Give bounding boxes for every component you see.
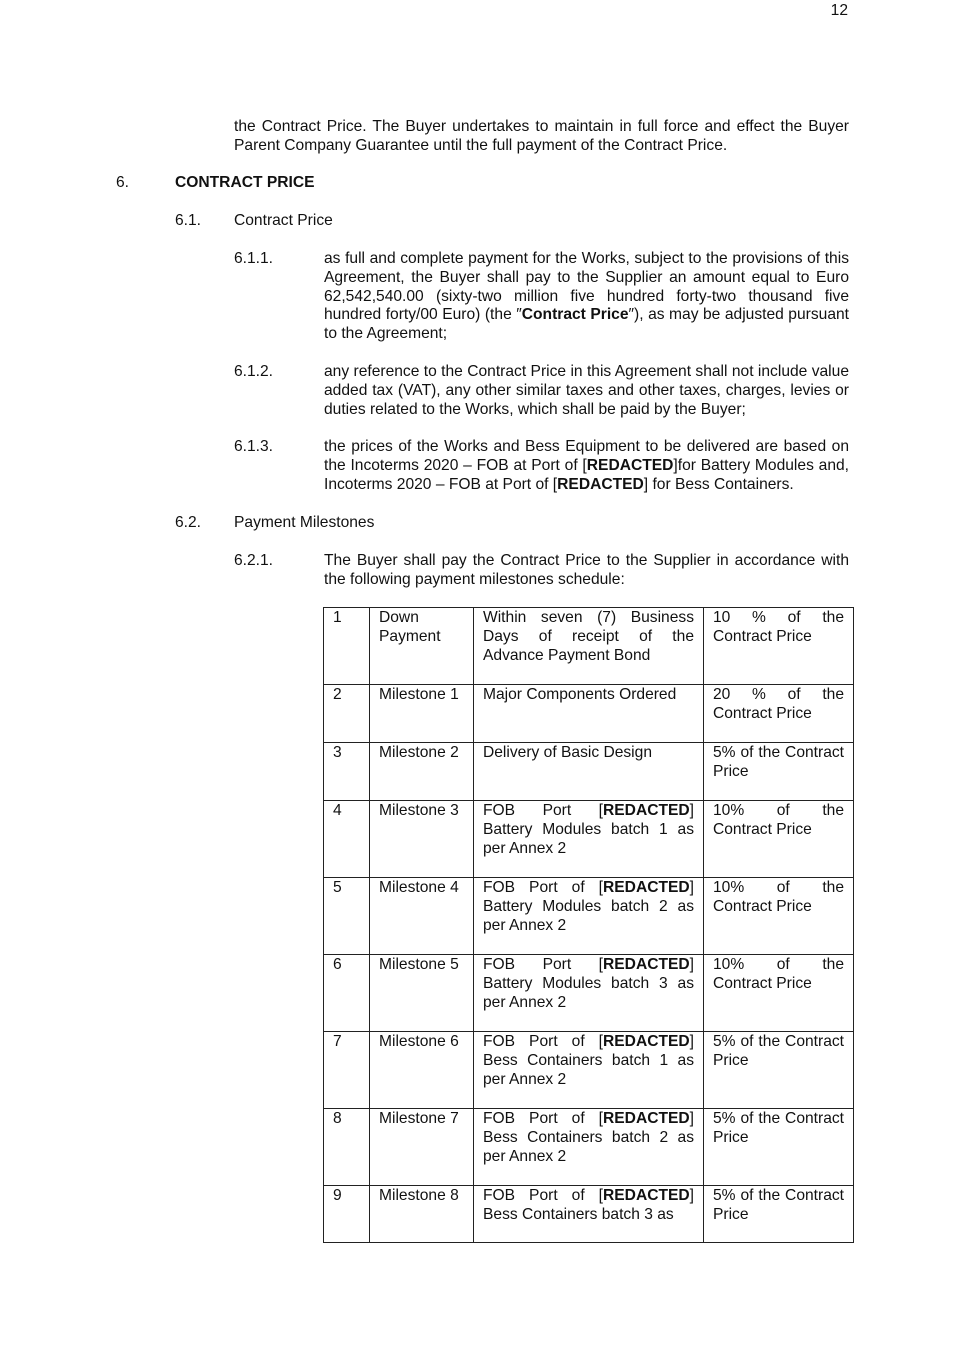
description-prefix: FOB Port [: [483, 802, 604, 819]
milestone-description: Delivery of Basic Design: [474, 743, 704, 801]
continuation-paragraph: the Contract Price. The Buyer undertakes to maintain in full force and effect the Buyer Parent Company Guarantee until the full payment of the Contract Price.: [234, 118, 849, 154]
description-suffix: ] Bess Containers batch 1 as per Annex 2: [483, 1033, 694, 1088]
milestone-description: [474, 1186, 704, 1243]
defined-term-contract-price: Contract Price: [521, 306, 629, 324]
subsection-title-payment-milestones: Payment Milestones: [234, 514, 375, 531]
description-suffix: ] Battery Modules batch 3 as per Annex 2: [483, 956, 694, 1011]
table-row: [324, 801, 854, 878]
redacted-mark: REDACTED: [603, 956, 690, 973]
table-row: [324, 685, 854, 743]
table-row: [324, 743, 854, 801]
milestone-amount: 10% of the Contract Price: [704, 801, 854, 878]
table-row: [324, 1032, 854, 1109]
clause-text-6-2-1: The Buyer shall pay the Contract Price to the Supplier in accordance with the following payment milestones schedule:: [324, 552, 849, 588]
description-prefix: FOB Port of [: [483, 1187, 604, 1204]
milestone-number: 8: [324, 1109, 370, 1186]
milestone-name: Milestone 5: [370, 955, 474, 1032]
milestone-description: [474, 878, 704, 955]
milestone-amount: 5% of the Contract Price: [704, 1109, 854, 1186]
redacted-mark: REDACTED: [586, 456, 674, 474]
milestone-amount: 10% of the Contract Price: [704, 955, 854, 1032]
milestone-name: Milestone 2: [370, 743, 474, 801]
milestone-description: [474, 1109, 704, 1186]
subsection-title-contract-price: Contract Price: [234, 212, 333, 229]
milestone-amount: 10 % of the Contract Price: [704, 608, 854, 685]
description-suffix: ] Bess Containers batch 3 as: [483, 1187, 694, 1223]
page-number: 12: [830, 2, 848, 19]
redacted-mark: REDACTED: [557, 475, 644, 493]
milestone-description: [474, 801, 704, 878]
table-row: [324, 1109, 854, 1186]
milestone-number: 4: [324, 801, 370, 878]
section-title: CONTRACT PRICE: [175, 174, 315, 191]
milestone-name: Down Payment: [370, 608, 474, 685]
milestone-name: Milestone 8: [370, 1186, 474, 1243]
milestone-name: Milestone 3: [370, 801, 474, 878]
milestone-amount: 5% of the Contract Price: [704, 1186, 854, 1243]
milestone-number: 6: [324, 955, 370, 1032]
clause-number-6-2-1: 6.2.1.: [234, 552, 274, 569]
description-prefix: FOB Port [: [483, 956, 604, 973]
milestone-number: 9: [324, 1186, 370, 1243]
milestone-amount: 5% of the Contract Price: [704, 1032, 854, 1109]
milestone-amount: 10% of the Contract Price: [704, 878, 854, 955]
description-prefix: FOB Port of [: [483, 1110, 604, 1127]
milestone-description: [474, 955, 704, 1032]
section-number: 6.: [116, 174, 130, 191]
description-suffix: ] Battery Modules batch 2 as per Annex 2: [483, 879, 694, 934]
milestone-name: Milestone 4: [370, 878, 474, 955]
table-row: [324, 878, 854, 955]
clause-6-1-1-text-after: ″), as may be adjusted pursuant to the Agreement;: [324, 306, 849, 343]
table-row: [324, 955, 854, 1032]
redacted-mark: REDACTED: [603, 802, 690, 819]
milestone-number: 1: [324, 608, 370, 685]
milestone-name: Milestone 1: [370, 685, 474, 743]
milestone-number: 7: [324, 1032, 370, 1109]
description-suffix: ] Bess Containers batch 2 as per Annex 2: [483, 1110, 694, 1165]
clause-6-1-3-text-2: ]for Battery Modules and, Incoterms 2020 – FOB at Port of [: [324, 456, 849, 493]
milestone-description: Major Components Ordered: [474, 685, 704, 743]
milestone-description: [474, 1032, 704, 1109]
clause-text-6-1-1: [324, 250, 849, 344]
table-row: [324, 1186, 854, 1243]
clause-6-1-1-text-before: as full and complete payment for the Works, subject to the provisions of this Agreement, the Buyer shall pay to the Supplier an amount equal to Euro 62,542,540.00 (sixty-two million five hundred forty-two thousand five hundred forty/00 Euro) (the ″: [324, 250, 849, 324]
clause-6-1-3-text-3: ] for Bess Containers.: [643, 475, 794, 493]
clause-6-1-3-text-1: the prices of the Works and Bess Equipment to be delivered are based on the Incoterms 2020 – FOB at Port of [: [324, 438, 849, 474]
redacted-mark: REDACTED: [603, 1033, 690, 1050]
milestone-description: Within seven (7) Business Days of receipt of the Advance Payment Bond: [474, 608, 704, 685]
milestone-amount: 5% of the Contract Price: [704, 743, 854, 801]
milestone-name: Milestone 6: [370, 1032, 474, 1109]
description-prefix: FOB Port of [: [483, 1033, 604, 1050]
milestone-number: 5: [324, 878, 370, 955]
clause-number-6-1-3: 6.1.3.: [234, 438, 274, 455]
description-prefix: FOB Port of [: [483, 879, 604, 896]
clause-number-6-1-1: 6.1.1.: [234, 250, 274, 267]
payment-milestones-table: [323, 607, 854, 1243]
redacted-mark: REDACTED: [603, 879, 690, 896]
clause-number-6-1-2: 6.1.2.: [234, 363, 274, 380]
milestone-number: 3: [324, 743, 370, 801]
redacted-mark: REDACTED: [603, 1110, 690, 1127]
redacted-mark: REDACTED: [603, 1187, 690, 1204]
subsection-number-6-2: 6.2.: [175, 514, 202, 531]
clause-text-6-1-2: any reference to the Contract Price in this Agreement shall not include value added tax (VAT), any other similar taxes and other taxes, charges, levies or duties related to the Works, which shall be paid by the Buyer;: [324, 363, 849, 418]
table-row: [324, 608, 854, 685]
description-suffix: ] Battery Modules batch 1 as per Annex 2: [483, 802, 694, 857]
clause-text-6-1-3: [324, 438, 849, 494]
subsection-number-6-1: 6.1.: [175, 212, 202, 229]
milestone-amount: 20 % of the Contract Price: [704, 685, 854, 743]
milestone-name: Milestone 7: [370, 1109, 474, 1186]
milestone-number: 2: [324, 685, 370, 743]
